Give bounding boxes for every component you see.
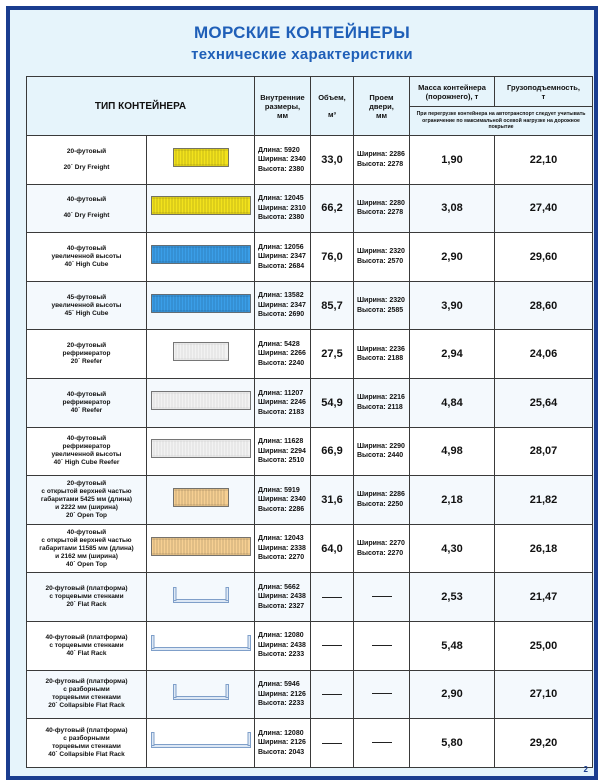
inner-dims-cell	[255, 621, 311, 670]
container-name-cell	[27, 719, 147, 768]
inner-dim-line: Длина: 13582	[258, 292, 304, 300]
reefer-container-icon	[151, 391, 251, 410]
container-name-cell	[27, 233, 147, 282]
poster	[6, 6, 598, 780]
empty-dash	[372, 645, 392, 646]
inner-dim-line: Длина: 12043	[258, 535, 304, 543]
door-cell	[354, 378, 410, 427]
inner-dim-line: Длина: 11628	[258, 438, 304, 446]
inner-dim-line: Ширина: 2246	[258, 399, 306, 407]
container-image-cell	[147, 670, 255, 719]
table-row	[27, 136, 593, 185]
capacity-cell: 29,20	[495, 719, 593, 768]
capacity-cell: 27,40	[495, 184, 593, 233]
inner-dim-line: Ширина: 2438	[258, 593, 306, 601]
container-name: 20-футовый с открытой верхней частью габаритами 5425 мм (длина) и 2222 мм (ширина) 20` Open Top	[40, 479, 133, 519]
mass-cell: 4,84	[410, 378, 495, 427]
door-cell	[354, 281, 410, 330]
header-volume	[311, 77, 354, 136]
container-image-cell	[147, 621, 255, 670]
table-row	[27, 427, 593, 476]
container-name: 20-футовый (платформа) с разборными торцевыми стенками 20` Collapsible Flat Rack	[45, 678, 128, 710]
volume-cell	[311, 670, 354, 719]
container-name-cell	[27, 427, 147, 476]
inner-dim-line: Высота: 2240	[258, 359, 305, 367]
empty-dash	[372, 596, 392, 597]
inner-dim-line: Ширина: 2126	[258, 690, 306, 698]
container-name: 40-футовый (платформа) с торцевыми стенками 40` Flat Rack	[45, 633, 128, 657]
volume-value: 64,0	[321, 542, 343, 555]
inner-dim-line: Ширина: 2310	[258, 204, 306, 212]
container-name: 45-футовый увеличенной высоты 45` High Cube	[51, 293, 122, 317]
door-dim-line: Ширина: 2286	[357, 491, 405, 499]
door-cell	[354, 524, 410, 573]
container-image-cell	[147, 573, 255, 622]
inner-dims-cell	[255, 427, 311, 476]
volume-value: 27,5	[321, 348, 343, 361]
container-name-cell	[27, 621, 147, 670]
inner-dim-line: Высота: 2510	[258, 457, 305, 465]
container-name: 40-футовый рефрижератор 40` Reefer	[62, 390, 111, 414]
container-image-cell	[147, 378, 255, 427]
table-row	[27, 621, 593, 670]
door-dim-line: Высота: 2278	[357, 160, 404, 168]
collapsible-flat-rack-icon	[151, 732, 251, 748]
volume-cell	[311, 378, 354, 427]
dry-container-icon	[173, 148, 229, 167]
container-name: 40-футовый рефрижератор увеличенной высоты 40` High Cube Reefer	[51, 435, 122, 467]
volume-cell	[311, 476, 354, 525]
container-image-cell	[147, 281, 255, 330]
inner-dim-line: Длина: 5920	[258, 146, 300, 154]
inner-dim-line: Высота: 2233	[258, 651, 305, 659]
container-name-cell	[27, 378, 147, 427]
header-mass: Масса контейнера (порожнего), т	[410, 77, 495, 107]
capacity-cell: 25,64	[495, 378, 593, 427]
inner-dims-cell	[255, 573, 311, 622]
page-subtitle: технические характеристики	[191, 46, 413, 63]
door-cell	[354, 233, 410, 282]
table-row	[27, 330, 593, 379]
inner-dim-line: Ширина: 2266	[258, 350, 306, 358]
door-dim-line: Ширина: 2286	[357, 151, 405, 159]
header-capacity: Грузоподъемность, т	[495, 77, 593, 107]
door-dim-line: Ширина: 2216	[357, 394, 405, 402]
door-dim-line: Ширина: 2320	[357, 248, 405, 256]
door-dim-line: Высота: 2270	[357, 549, 404, 557]
door-cell	[354, 184, 410, 233]
header-inner-dims: Внутренние размеры, мм	[255, 77, 311, 136]
table-row	[27, 233, 593, 282]
container-name: 40-футовый увеличенной высоты 40` High Cube	[51, 244, 122, 268]
inner-dim-line: Ширина: 2438	[258, 641, 306, 649]
mass-cell: 4,30	[410, 524, 495, 573]
empty-dash	[322, 597, 342, 598]
mass-cell: 3,08	[410, 184, 495, 233]
container-image-cell	[147, 524, 255, 573]
mass-cell: 3,90	[410, 281, 495, 330]
container-name: 40-футовый с открытой верхней частью габаритами 11585 мм (длина) и 2162 мм (ширина) 40` Open Top	[39, 528, 134, 568]
inner-dim-line: Ширина: 2126	[258, 739, 306, 747]
inner-dims-cell	[255, 281, 311, 330]
mass-cell: 2,18	[410, 476, 495, 525]
door-dim-line: Ширина: 2290	[357, 442, 405, 450]
table-row	[27, 476, 593, 525]
inner-dims-cell	[255, 136, 311, 185]
empty-dash	[322, 694, 342, 695]
volume-cell	[311, 281, 354, 330]
door-cell	[354, 330, 410, 379]
door-dim-line: Ширина: 2280	[357, 199, 405, 207]
inner-dim-line: Ширина: 2338	[258, 544, 306, 552]
container-image-cell	[147, 136, 255, 185]
inner-dim-line: Длина: 12080	[258, 729, 304, 737]
container-name: 40-футовый 40` Dry Freight	[63, 196, 110, 220]
mass-cell: 2,90	[410, 670, 495, 719]
capacity-cell: 28,07	[495, 427, 593, 476]
inner-dim-line: Высота: 2327	[258, 602, 305, 610]
door-cell	[354, 136, 410, 185]
inner-dim-line: Высота: 2286	[258, 505, 305, 513]
page-number: 2	[583, 765, 588, 774]
volume-cell	[311, 136, 354, 185]
empty-dash	[372, 693, 392, 694]
door-cell	[354, 573, 410, 622]
container-name-cell	[27, 524, 147, 573]
container-image-cell	[147, 476, 255, 525]
table-row	[27, 719, 593, 768]
inner-dim-line: Ширина: 2347	[258, 301, 306, 309]
volume-cell	[311, 524, 354, 573]
door-dim-line: Высота: 2118	[357, 403, 403, 411]
door-dim-line: Высота: 2440	[357, 452, 404, 460]
open-top-container-icon	[173, 488, 229, 507]
inner-dim-line: Ширина: 2340	[258, 156, 306, 164]
inner-dims-cell	[255, 330, 311, 379]
container-name-cell	[27, 184, 147, 233]
capacity-cell: 27,10	[495, 670, 593, 719]
volume-value: 33,0	[321, 153, 343, 166]
capacity-cell: 28,60	[495, 281, 593, 330]
container-name-cell	[27, 136, 147, 185]
inner-dim-line: Высота: 2043	[258, 748, 305, 756]
inner-dim-line: Длина: 12056	[258, 243, 304, 251]
capacity-cell: 22,10	[495, 136, 593, 185]
mass-cell: 5,80	[410, 719, 495, 768]
inner-dim-line: Длина: 12045	[258, 195, 304, 203]
door-dim-line: Высота: 2188	[357, 355, 404, 363]
inner-dim-line: Длина: 11207	[258, 389, 304, 397]
capacity-cell: 29,60	[495, 233, 593, 282]
inner-dim-line: Высота: 2684	[258, 262, 305, 270]
inner-dim-line: Ширина: 2340	[258, 496, 306, 504]
flat-rack-icon	[151, 635, 251, 651]
containers-table	[26, 76, 593, 768]
reefer-container-icon	[151, 439, 251, 458]
volume-cell	[311, 330, 354, 379]
door-cell	[354, 719, 410, 768]
header-note: При перегрузке контейнера на автотранспорт следует учитывать ограничение по максимальной осевой нагрузке на дорожное покрытие	[410, 107, 593, 136]
volume-value: 76,0	[321, 250, 343, 263]
inner-dim-line: Ширина: 2347	[258, 253, 306, 261]
container-name-cell	[27, 573, 147, 622]
header-volume-unit: м³	[327, 110, 337, 119]
dry-container-icon	[151, 196, 251, 215]
inner-dim-line: Ширина: 2294	[258, 447, 306, 455]
mass-cell: 1,90	[410, 136, 495, 185]
volume-cell	[311, 573, 354, 622]
empty-dash	[372, 742, 392, 743]
volume-value: 66,9	[321, 445, 343, 458]
capacity-cell: 25,00	[495, 621, 593, 670]
volume-cell	[311, 184, 354, 233]
door-dim-line: Высота: 2278	[357, 209, 404, 217]
container-name-cell	[27, 281, 147, 330]
inner-dim-line: Высота: 2690	[258, 311, 305, 319]
container-name: 20-футовый рефрижератор 20` Reefer	[62, 342, 111, 366]
container-name: 40-футовый (платформа) с разборными торцевыми стенками 40` Collapsible Flat Rack	[45, 726, 128, 758]
empty-dash	[322, 743, 342, 744]
door-dim-line: Ширина: 2270	[357, 540, 405, 548]
container-name-cell	[27, 670, 147, 719]
volume-value: 54,9	[321, 396, 343, 409]
empty-dash	[322, 645, 342, 646]
volume-cell	[311, 427, 354, 476]
container-image-cell	[147, 719, 255, 768]
mass-cell: 2,90	[410, 233, 495, 282]
inner-dim-line: Высота: 2183	[258, 408, 305, 416]
mass-cell: 4,98	[410, 427, 495, 476]
table-row	[27, 281, 593, 330]
container-name: 20-футовый (платформа) с торцевыми стенками 20` Flat Rack	[45, 585, 128, 609]
collapsible-flat-rack-icon	[173, 684, 229, 700]
high-cube-container-icon	[151, 294, 251, 313]
capacity-cell: 21,82	[495, 476, 593, 525]
volume-value: 85,7	[321, 299, 343, 312]
container-image-cell	[147, 427, 255, 476]
container-name-cell	[27, 330, 147, 379]
door-dim-line: Ширина: 2236	[357, 345, 405, 353]
inner-dims-cell	[255, 670, 311, 719]
flat-rack-icon	[173, 587, 229, 603]
inner-dim-line: Длина: 5946	[258, 681, 300, 689]
mass-cell: 2,53	[410, 573, 495, 622]
mass-cell: 2,94	[410, 330, 495, 379]
door-dim-line: Высота: 2570	[357, 257, 404, 265]
container-name-cell	[27, 476, 147, 525]
capacity-cell: 26,18	[495, 524, 593, 573]
inner-dim-line: Длина: 5919	[258, 486, 300, 494]
volume-value: 66,2	[321, 202, 343, 215]
mass-cell: 5,48	[410, 621, 495, 670]
table-row	[27, 378, 593, 427]
capacity-cell: 21,47	[495, 573, 593, 622]
inner-dim-line: Высота: 2233	[258, 700, 305, 708]
table-row	[27, 670, 593, 719]
high-cube-container-icon	[151, 245, 251, 264]
inner-dim-line: Высота: 2380	[258, 214, 305, 222]
capacity-cell: 24,06	[495, 330, 593, 379]
volume-cell	[311, 233, 354, 282]
inner-dims-cell	[255, 184, 311, 233]
inner-dim-line: Высота: 2380	[258, 165, 305, 173]
inner-dims-cell	[255, 378, 311, 427]
door-cell	[354, 427, 410, 476]
header-type: ТИП КОНТЕЙНЕРА	[27, 77, 255, 136]
page-title: МОРСКИЕ КОНТЕЙНЕРЫ	[193, 23, 411, 42]
inner-dim-line: Длина: 12080	[258, 632, 304, 640]
inner-dim-line: Высота: 2270	[258, 554, 305, 562]
container-name: 20-футовый 20` Dry Freight	[63, 147, 110, 171]
reefer-container-icon	[173, 342, 229, 361]
door-dim-line: Ширина: 2320	[357, 297, 405, 305]
table-row	[27, 184, 593, 233]
container-image-cell	[147, 233, 255, 282]
container-image-cell	[147, 184, 255, 233]
container-image-cell	[147, 330, 255, 379]
inner-dims-cell	[255, 233, 311, 282]
header-volume-label: Объем,	[318, 93, 346, 102]
volume-cell	[311, 621, 354, 670]
inner-dim-line: Длина: 5428	[258, 340, 300, 348]
volume-cell	[311, 719, 354, 768]
inner-dim-line: Длина: 5662	[258, 583, 300, 591]
door-cell	[354, 621, 410, 670]
table-row	[27, 573, 593, 622]
table-row	[27, 524, 593, 573]
inner-dims-cell	[255, 524, 311, 573]
volume-value: 31,6	[321, 493, 343, 506]
door-cell	[354, 476, 410, 525]
door-dim-line: Высота: 2250	[357, 500, 404, 508]
open-top-container-icon	[151, 537, 251, 556]
inner-dims-cell	[255, 476, 311, 525]
header-door: Проем двери, мм	[354, 77, 410, 136]
inner-dims-cell	[255, 719, 311, 768]
door-cell	[354, 670, 410, 719]
door-dim-line: Высота: 2585	[357, 306, 404, 314]
